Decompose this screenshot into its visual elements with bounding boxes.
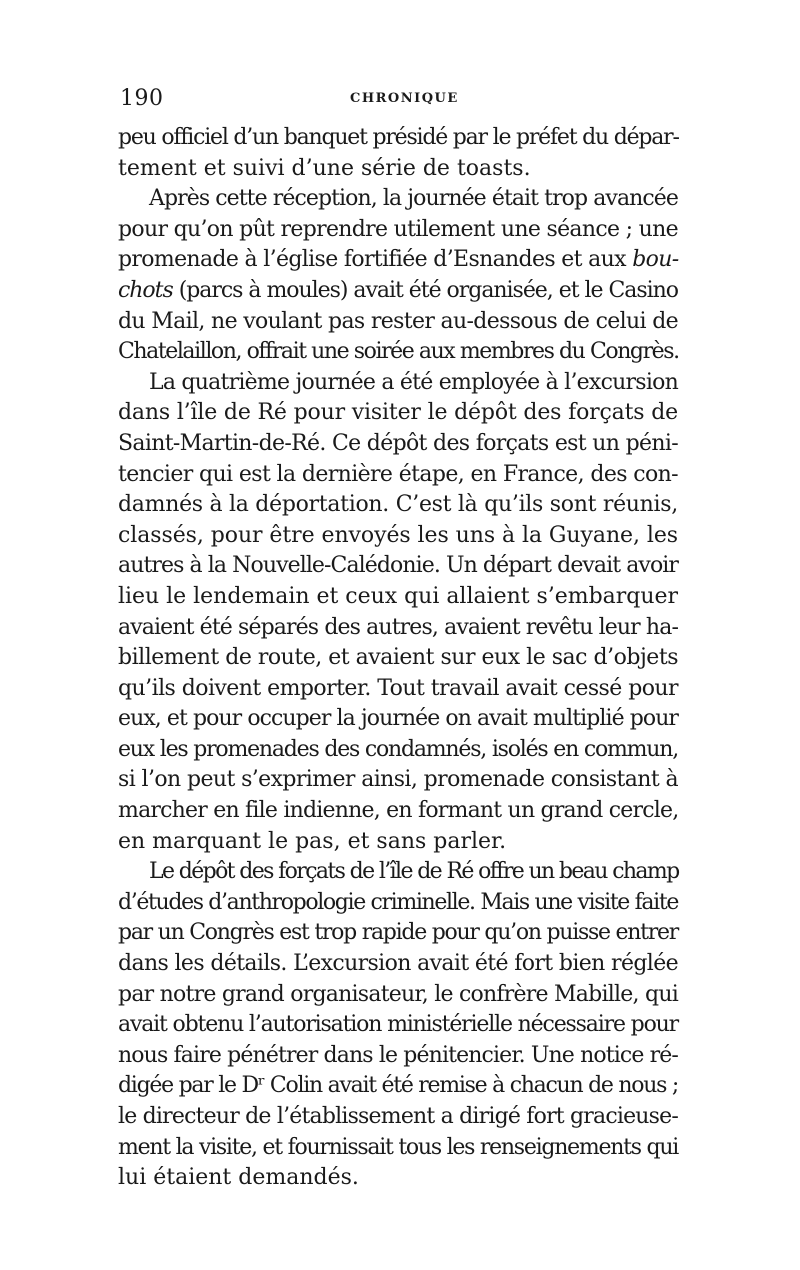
line-text: dans l’île de Ré pour visiter le dépôt des forçats de bbox=[118, 400, 679, 426]
page-number: 190 bbox=[120, 86, 164, 111]
text-line bbox=[118, 1163, 678, 1194]
text-line bbox=[118, 643, 678, 674]
text-line bbox=[118, 307, 678, 338]
line-text: Après cette réception, la journée était trop avancée bbox=[149, 186, 678, 212]
line-text: qu’ils doivent emporter. Tout travail avait cessé pour bbox=[118, 675, 679, 701]
text-line bbox=[118, 123, 678, 154]
text-line bbox=[118, 704, 678, 735]
paragraph bbox=[118, 857, 678, 1194]
text-line bbox=[118, 521, 678, 552]
line-text: d’études d’anthropologie criminelle. Mais une visite faite bbox=[118, 889, 678, 915]
text-line bbox=[118, 1102, 678, 1133]
line-text: du Mail, ne voulant pas rester au-dessous de celui de bbox=[118, 308, 679, 334]
paragraph bbox=[118, 184, 678, 368]
line-text: en marquant le pas, et sans parler. bbox=[118, 828, 507, 854]
text-line bbox=[118, 888, 678, 919]
text-line bbox=[118, 1010, 678, 1041]
paragraph bbox=[118, 368, 678, 858]
text-line bbox=[118, 796, 678, 827]
line-text: marcher en file indienne, en formant un grand cercle, bbox=[118, 798, 679, 824]
line-text: ment la visite, et fournissait tous les renseignements qui bbox=[118, 1134, 679, 1160]
text-line bbox=[118, 827, 678, 858]
text-line bbox=[118, 1041, 678, 1072]
line-text: nous faire pénétrer dans le pénitencier. Une notice ré- bbox=[118, 1042, 679, 1068]
text-line bbox=[118, 582, 678, 613]
text-line bbox=[118, 276, 678, 307]
paragraph bbox=[118, 123, 678, 184]
text-line bbox=[118, 1133, 678, 1164]
line-text: La quatrième journée a été employée à l’excursion bbox=[149, 369, 678, 395]
line-text: promenade à l’église fortifiée d’Esnandes et aux bbox=[118, 247, 633, 273]
line-text: eux les promenades des condamnés, isolés en commun, bbox=[118, 736, 678, 762]
text-line bbox=[118, 368, 678, 399]
body-text bbox=[118, 123, 678, 1194]
text-line bbox=[118, 765, 678, 796]
text-line bbox=[118, 184, 678, 215]
line-text: (parcs à moules) avait été organisée, et le Casino bbox=[172, 277, 678, 303]
line-text: Le dépôt des forçats de l’île de Ré offre un beau champ bbox=[149, 859, 679, 885]
text-line bbox=[118, 490, 678, 521]
text-line bbox=[118, 551, 678, 582]
text-line bbox=[118, 735, 678, 766]
text-line bbox=[118, 674, 678, 705]
line-text: le directeur de l’établissement a dirigé fort gracieuse- bbox=[118, 1104, 679, 1129]
line-text: billement de route, et avaient sur eux le sac d’objets bbox=[118, 645, 679, 671]
text-line bbox=[118, 949, 678, 980]
line-text: classés, pour être envoyés les uns à la Guyane, les bbox=[118, 522, 678, 548]
line-text: Saint-Martin-de-Ré. Ce dépôt des forçats est un péni- bbox=[118, 430, 678, 456]
text-line bbox=[118, 398, 678, 429]
line-text: Chatelaillon, offrait une soirée aux membres du Congrès. bbox=[118, 339, 679, 365]
text-line bbox=[118, 613, 678, 644]
italic-text: bou- bbox=[632, 247, 679, 273]
text-line bbox=[118, 215, 678, 246]
line-text: si l’on peut s’exprimer ainsi, promenade consistant à bbox=[118, 767, 679, 793]
running-head bbox=[118, 86, 678, 114]
text-line bbox=[118, 980, 678, 1011]
line-text: tement et suivi d’une série de toasts. bbox=[118, 155, 531, 181]
line-text: damnés à la déportation. C’est là qu’ils sont réunis, bbox=[118, 492, 678, 518]
line-text: digée par le Dʳ Colin avait été remise à chacun de nous ; bbox=[118, 1073, 679, 1099]
line-text: autres à la Nouvelle-Calédonie. Un départ devait avoir bbox=[118, 553, 678, 579]
text-line bbox=[118, 154, 678, 185]
line-text: tencier qui est la dernière étape, en France, des con- bbox=[118, 461, 679, 487]
running-title: CHRONIQUE bbox=[350, 91, 459, 106]
text-line bbox=[118, 337, 678, 368]
italic-text: chots bbox=[118, 277, 173, 303]
line-text: par notre grand organisateur, le confrère Mabille, qui bbox=[118, 981, 679, 1007]
line-text: dans les détails. L’excursion avait été fort bien réglée bbox=[118, 951, 678, 977]
text-line bbox=[118, 857, 678, 888]
line-text: lui étaient demandés. bbox=[118, 1165, 359, 1191]
text-line bbox=[118, 1071, 678, 1102]
line-text: peu officiel d’un banquet présidé par le préfet du dépar- bbox=[118, 125, 679, 150]
text-line bbox=[118, 429, 678, 460]
line-text: eux, et pour occuper la journée on avait multiplié pour bbox=[118, 706, 679, 732]
line-text: pour qu’on pût reprendre utilement une séance ; une bbox=[118, 216, 678, 242]
line-text: avaient été séparés des autres, avaient revêtu leur ha- bbox=[118, 614, 679, 640]
text-line bbox=[118, 245, 678, 276]
text-line bbox=[118, 460, 678, 491]
line-text: avait obtenu l’autorisation ministérielle nécessaire pour bbox=[118, 1012, 679, 1038]
line-text: par un Congrès est trop rapide pour qu’on puisse entrer bbox=[118, 920, 679, 946]
text-line bbox=[118, 918, 678, 949]
line-text: lieu le lendemain et ceux qui allaient s’embarquer bbox=[118, 583, 678, 609]
